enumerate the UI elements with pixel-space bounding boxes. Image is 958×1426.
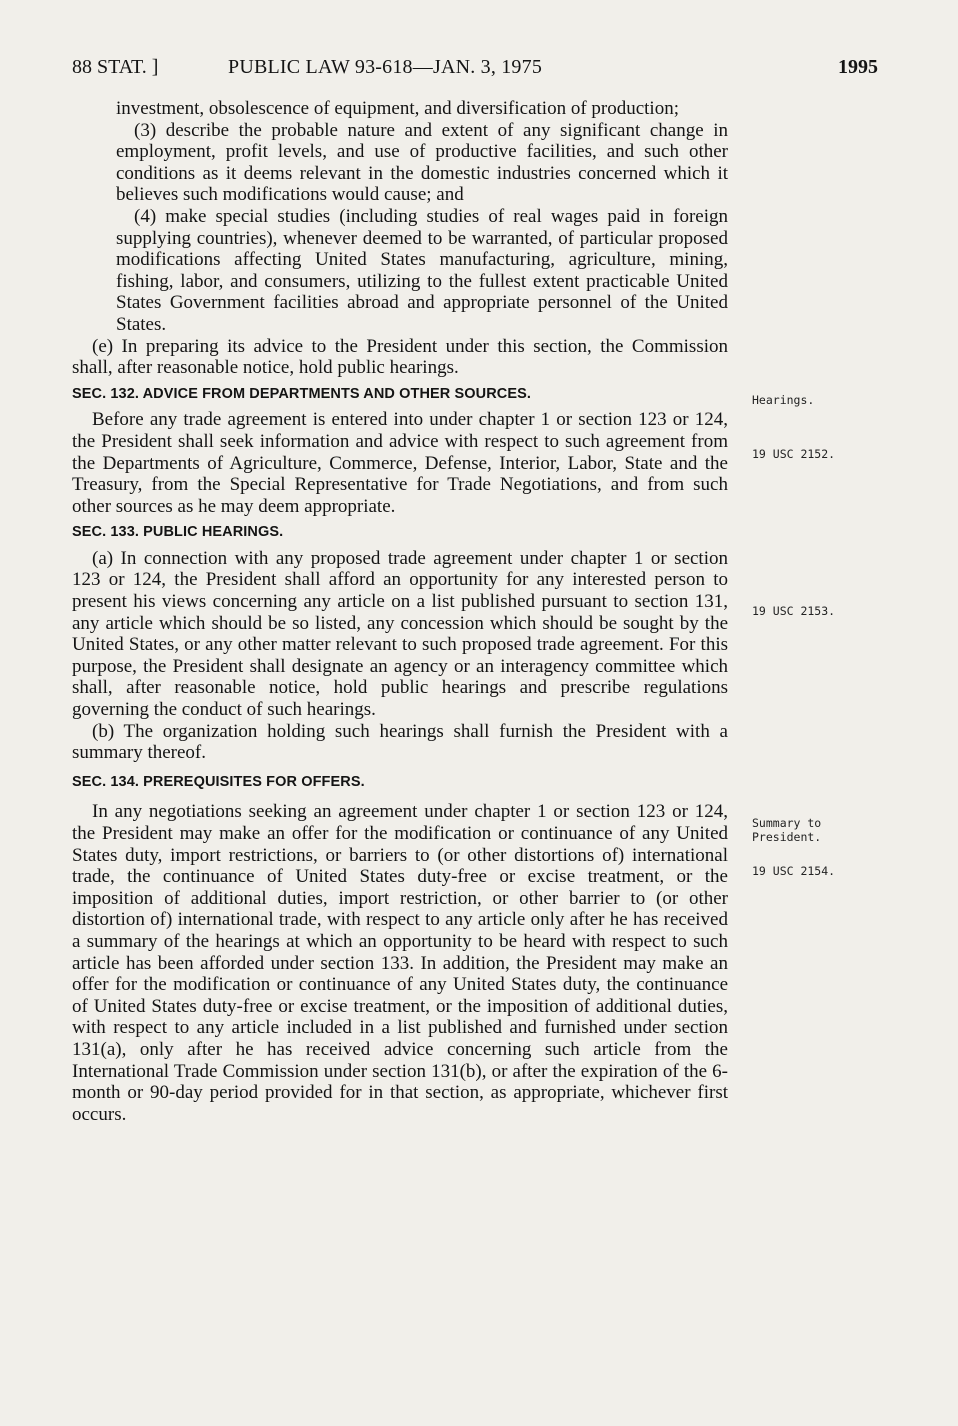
paragraph-section-134: In any negotiations seeking an agreement under chapter 1 or section 123 or 124, the President may make an offer for the modification or continuance of any United States duty, import restrictions, or barriers to (or other distortions of) international trade, the continuance of United States duty-free or excise treatment, or the imposition of additional duties, import restriction, or other barrier to (or other distortion of) international trade, with respect to any article only after he has received a summary of the hearings at which an opportunity to be heard with respect to such article has been afforded under section 133. In addition, the President may make an offer for the modification or continuance of any United States duty, the continuance of United States duty-free or excise treatment, or the imposition of additional duties, with respect to any article included in a list published and furnished under section 131(a), only after he has received advice concerning such article from the International Trade Commission under section 131(b), or after the expiration of the 6-month or 90-day period provided for in that section, as appropriate, whichever first occurs. — [72, 801, 728, 1125]
paragraph-section-132: Before any trade agreement is entered into under chapter 1 or section 123 or 124, the President shall seek information and advice with respect to such agreement from the Departments of Agriculture, Commerce, Defense, Interior, Labor, State and the Treasury, from the Special Representative for Trade Negotiations, and from such other sources as he may deem appropriate. — [72, 409, 728, 517]
paragraph-clause-4 — [72, 206, 728, 336]
statute-reference: 88 STAT. ] — [72, 56, 159, 78]
margin-note-usc-2154: 19 USC 2154. — [752, 864, 836, 878]
margin-note-summary-line2: President. — [752, 830, 822, 844]
section-133-heading: SEC. 133. PUBLIC HEARINGS. — [72, 524, 284, 541]
margin-note-usc-2152: 19 USC 2152. — [752, 447, 836, 461]
statute-text — [72, 98, 728, 1125]
paragraph-section-133-b: (b) The organization holding such hearings shall furnish the President with a summary thereof. — [72, 720, 728, 764]
clause-3-text: (3) describe the probable nature and extent of any significant change in employment, profit levels, and use of productive facilities, and such other conditions as it deems relevant in the domestic industries concerned which it believes such modifications would cause; and — [116, 119, 728, 206]
section-134-heading: SEC. 134. PREREQUISITES FOR OFFERS. — [72, 773, 365, 790]
paragraph-section-133-a: (a) In connection with any proposed trade agreement under chapter 1 or section 123 or 124, the President shall afford an opportunity for any interested person to present his views concerning any article on a list published pursuant to section 131, any article which should be so listed, any concession which should be sought by the United States, or any other matter relevant to such proposed trade agreement. For this purpose, the President shall designate an agency or an interagency committee which shall, after reasonable notice, hold public hearings and prescribe regulations governing the conduct of such hearings. — [72, 547, 728, 721]
margin-note-hearings: Hearings. — [752, 393, 815, 407]
paragraph-subsection-e: (e) In preparing its advice to the President under this section, the Commission shall, after reasonable notice, hold public hearings. — [72, 335, 728, 379]
margin-note-usc-2153: 19 USC 2153. — [752, 604, 836, 618]
section-132-heading: SEC. 132. ADVICE FROM DEPARTMENTS AND OTHER SOURCES. — [72, 385, 532, 402]
paragraph-clause-3 — [72, 120, 728, 206]
law-title: PUBLIC LAW 93-618—JAN. 3, 1975 — [228, 56, 543, 78]
running-header — [72, 56, 878, 88]
clause-4-text: (4) make special studies (including studies of real wages paid in foreign supplying countries), whenever deemed to be warranted, of particular proposed modifications affecting United States manufacturing, agriculture, mining, fishing, labor, and consumers, utilizing to the fullest extent practicable United States Government facilities abroad and appropriate personnel of the United States. — [116, 205, 728, 335]
paragraph-continuation: investment, obsolescence of equipment, and diversification of production; — [116, 98, 679, 119]
page-number: 1995 — [838, 56, 878, 78]
margin-note-summary-line1: Summary to — [752, 816, 822, 830]
margin-note-summary — [752, 816, 821, 844]
